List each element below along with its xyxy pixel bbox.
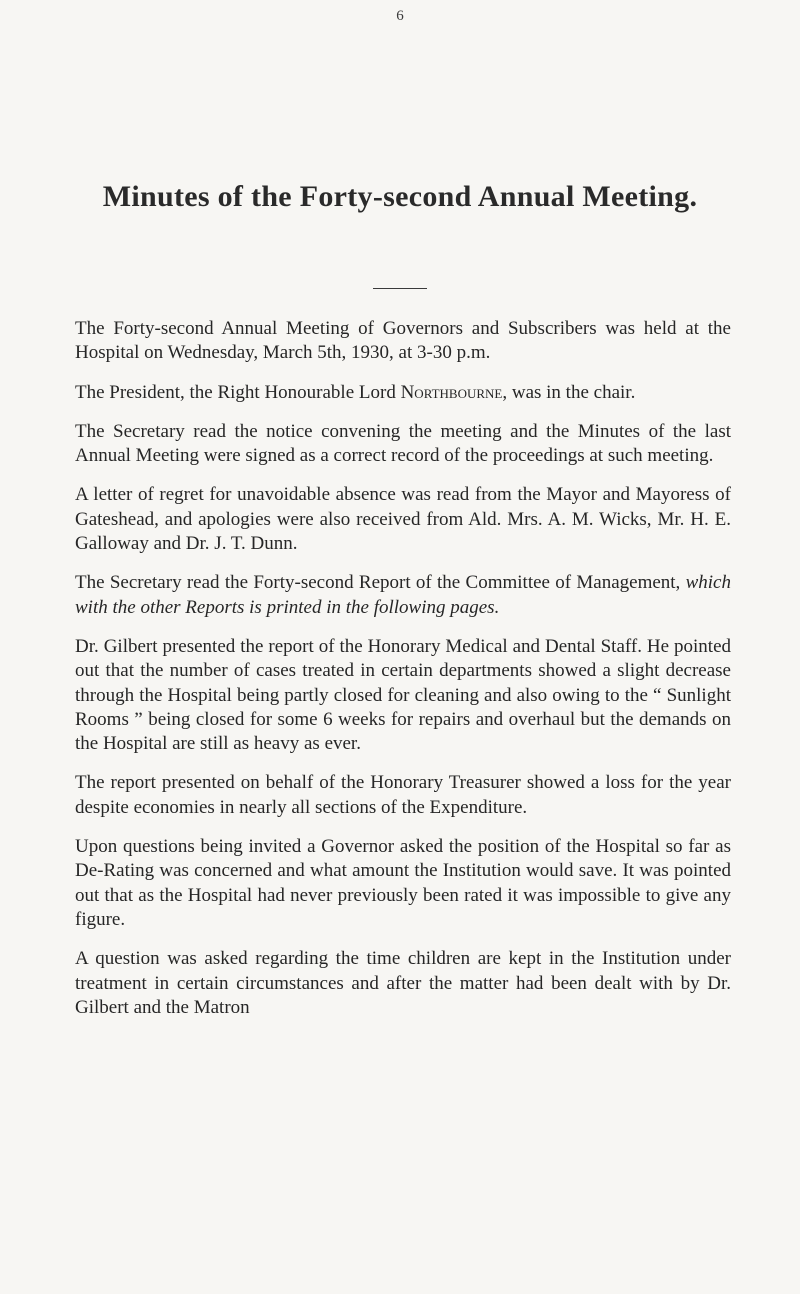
paragraph-report-italic: which with the other Reports is printed in the following pages. — [75, 572, 731, 618]
minutes-body — [75, 317, 731, 1035]
title-divider — [373, 288, 427, 289]
paragraph-president-text-a: The President, the Right Honourable Lord — [75, 381, 401, 403]
paragraph-de-rating: Upon questions being invited a Governor asked the position of the Hospital so far as De-Rating was concerned and what amount the Institution would save. It was pointed out that as the Hospital had never previously been rated it was impossible to give any figure. — [75, 836, 731, 930]
paragraph-secretary-notice: The Secretary read the notice convening the meeting and the Minutes of the last Annual Meeting were signed as a correct record of the proceedings at such meeting. — [75, 420, 731, 467]
paragraph-medical-staff: Dr. Gilbert presented the report of the Honorary Medical and Dental Staff. He pointed out that the number of cases treated in certain departments showed a slight decrease through the Hospital being partly closed for cleaning and also owing to the “ Sunlight Rooms ” being closed for some 6 weeks for repairs and overhaul but the demands on the Hospital are still as heavy as ever. — [75, 635, 731, 755]
paragraph-meeting-held: The Forty-second Annual Meeting of Governors and Subscribers was held at the Hospital on Wednesday, March 5th, 1930, at 3-30 p.m. — [75, 318, 731, 364]
page-title: Minutes of the Forty-second Annual Meeting. — [102, 180, 698, 213]
paragraph-president — [75, 381, 731, 405]
paragraph-report — [75, 571, 731, 620]
president-name: Northbourne — [400, 381, 503, 403]
page-number: 6 — [396, 8, 404, 24]
paragraph-president-text-b: , was in the chair. — [502, 381, 636, 403]
paragraph-children-question: A question was asked regarding the time children are kept in the Institution under treatment in certain circumstances and after the matter had been dealt with by Dr. Gilbert and the Matron — [75, 948, 731, 1018]
paragraph-report-text: The Secretary read the Forty-second Report of the Committee of Management, — [75, 572, 686, 594]
paragraph-treasurer: The report presented on behalf of the Honorary Treasurer showed a loss for the year despite economies in nearly all sections of the Expenditure. — [75, 772, 731, 818]
paragraph-apologies: A letter of regret for unavoidable absence was read from the Mayor and Mayoress of Gateshead, and apologies were also received from Ald. Mrs. A. M. Wicks, Mr. H. E. Galloway and Dr. J. T. Dunn. — [75, 484, 731, 555]
